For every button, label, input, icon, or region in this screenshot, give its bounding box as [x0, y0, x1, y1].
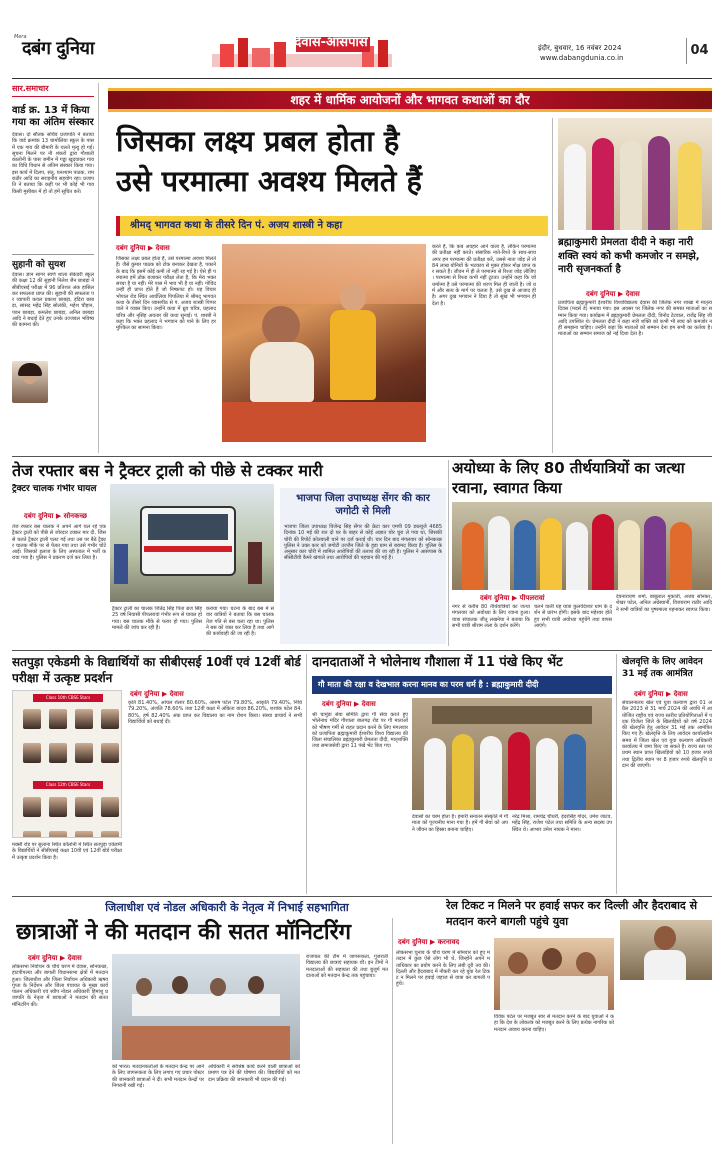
satpuda-text-2: कृति 81.40%, आंचल शेलार 80.60%, आरुष पटेल 79.80%, आकृति 79.40%, निधि 79.20%, अंजलि 78.60% तथा 12वीं कक्षा में अंकिता यादव 86.20%, शशांक पटेल 84.80%, हर्ष 82.40% अंक प्राप्त कर विद्यालय का नाम रोशन किया। संस्था प्राचार्य ने सभी विद्यार्थियों को बधाई दी।: [128, 700, 302, 725]
masthead: [0, 0, 725, 78]
satpuda-headline: सतपुड़ा एकेडमी के विद्यार्थियों का सीबीएसई 10वीं एवं 12वीं बोर्ड परीक्षा में उत्कृष्ट प्रदर्शन: [12, 655, 301, 685]
chhatra-byline: दबंग दुनिया ▶ देवास: [28, 954, 82, 962]
student-thumbnail: [49, 831, 67, 838]
rule-2: [12, 650, 712, 651]
danda-text-2: देवासों का चरम होता है। हमारी सनातन संस्कृति में गौ माता को पूज्यनीय माना गया है। हमें गौ सेवा को अपने जीवन का हिस्सा बनाना चाहिए।: [412, 814, 508, 833]
collage-title-10: Class 10th CBSE Stars: [33, 694, 103, 702]
bus-accident-photo: [110, 484, 274, 602]
student-thumbnail: [23, 743, 41, 763]
bus-headline: तेज रफ्तार बस ने ट्रैक्टर ट्राली को पीछे से टक्कर मारी: [12, 461, 323, 480]
danda-subbar: [312, 676, 612, 694]
rule-1: [12, 456, 712, 457]
bus-text: तेज रफ्तार बस चालक ने अपने आगे चल रहे एक ट्रैक्टर ट्राली को पीछे से जोरदार टक्कर मार दी, जिससे चलते ट्रैक्टर ट्राली पलट गई तथा उस पर बैठे ट्रैक्टर चालक मौके पर से फेंका गया तथा उसे गंभीर चोटें आईं। जिसको इलाज के लिए अस्पताल में भर्ती कराया गया है। पुलिस ने प्रकरण दर्ज कर लिया है।: [12, 524, 106, 562]
khel-headline: खेलवृत्ति के लिए आवेदन 31 मई तक आमंत्रित: [622, 657, 703, 679]
header-rule: [12, 78, 712, 79]
bus-text-2: ट्रैक्टर ट्राली का चालक जितेंद्र सिंह पिता ब्रज सिंह 25 वर्ष निवासी पीपलरावां गंभीर रूप से घायल हो गया। बस चालक मौके से फरार हो गया। पुलिस मामले की जांच कर रही है।: [112, 606, 202, 631]
ayodhya-text-2: चलने वाली यह यात्रा कुलवेदेश्वर धाम के दर्शन से प्रारंभ होगी। इसके बाद महेश्वर होते हुए सभी यात्री अयोध्या पहुंचेंगे तथा वापस आएंगे।: [534, 604, 612, 629]
banner-election: जिलाधीश एवं नोडल अधिकारी के नेतृत्व में निभाई सहभागिता: [105, 901, 349, 914]
sidebar-item2-title: सुहानी को सुयश: [12, 254, 94, 270]
student-thumbnail: [23, 797, 41, 817]
satpuda-byline: दबंग दुनिया ▶ देवास: [130, 690, 184, 698]
date-line: इंदौर, बुधवार, 16 नवंबर 2024: [538, 44, 622, 52]
student-thumbnail: [101, 743, 119, 763]
section-title: देवास-आसपास: [294, 35, 368, 50]
preacher-photo: [222, 244, 426, 442]
danda-byline: दबंग दुनिया ▶ देवास: [322, 700, 376, 708]
student-thumbnail: [49, 709, 67, 729]
bk-women-photo: [558, 118, 712, 230]
lead-col3: करते हैं, कि कब अवहार आने वाला है, लेकिन परमात्मा की प्रतीक्षा नहीं करते। संसारिक नाते-रिश्ते के साथ-साथ अगर हम परमात्मा की प्रतीक्षा करें, उससे नाता जोड़ लें तो 84 लाख योनियों के भटकाव से मुक्त होकर मोक्ष प्राप्त कर सकते हैं। जीवन में ही ले परमात्मा से रिश्ता जोड़ लीजिए। परमात्मा से रिश्ता कभी नहीं टूटता। उन्होंने कहा कि जो धर्मात्मा है उसे परमात्मा की शरण मिल ही जाती है। जो धर्म और सत्य के मार्ग पर चलता है, उसे दुख से आजाद ही है। अगर दुख भगवान ने दिया है तो सुख भी भगवान ही देता है।: [432, 244, 536, 307]
chhatra-text-4: राजपाल की टीम में जागरूकता, गुजराती विद्यालय की छात्राएं सहायक थीं। इन टीमों ने मतदाताओं की सहायता की तथा बुजुर्ग मतदाताओं को मतदान केन्द्र तक पहुंचाया।: [306, 954, 388, 979]
bus-byline: दबंग दुनिया ▶ सोनकच्छ: [24, 512, 87, 520]
student-thumbnail: [101, 709, 119, 729]
danda-headline: दानदाताओं ने भोलेनाथ गौशाला में 11 पंखे किए भेंट: [312, 655, 563, 670]
voter-portrait-photo: [620, 920, 712, 980]
banner-religious: [108, 88, 712, 112]
chhatra-headline: छात्राओं ने की मतदान की सतत मॉनिटरिंग: [16, 920, 351, 945]
bjp-box: [280, 488, 446, 644]
khel-text: संचालनालय खेल एवं युवा कल्याण द्वारा 01 अप्रैल 2023 से 31 मार्च 2024 की अवधि में आयोजित राष्ट्रीय एवं राज्य स्तरीय प्रतियोगिताओं में पदक विजेता जिले के खिलाड़ियों को वर्ष 2024 की खेलवृत्ति हेतु आवेदन 31 मई तक आमंत्रित किए गए हैं। खेलवृत्ति के लिए आवेदन कार्यालयीन समय में जिला खेल एवं युवा कल्याण अधिकारी कार्यालय में जमा किए जा सकते हैं। राज्य स्तर पर प्रथम स्थान प्राप्त खिलाड़ियों को 10 हजार रुपये तथा द्वितीय स्थान पर 8 हजार रुपये खेलवृत्ति प्रदान की जाएगी।: [622, 700, 712, 769]
rail-headline: रेल टिकट न मिलने पर हवाई सफर कर दिल्ली और हैदराबाद से मतदान करने बागली पहुंचे युवा: [446, 899, 698, 928]
brand-prefix: Mera: [14, 34, 27, 40]
lead-byline: दबंग दुनिया ▶ देवास: [116, 244, 170, 252]
bk-headline: ब्रह्माकुमारी प्रेमलता दीदी ने कहा नारी शक्ति स्वयं को कभी कमजोर न समझे, नारी सृजनकर्ता है: [558, 237, 700, 275]
rail-byline: दबंग दुनिया ▶ करनावद: [398, 938, 460, 946]
student-thumbnail: [23, 831, 41, 838]
sidebar-item1-text: देवास। दो सौतक सचिव प्रजापति ने बताया कि वार्ड क्रमांक 13 चामोलिया स्कूल के पास में एक गाय की बीमारी के चलते मृत्यु हो गई। सूचना मिलने पर नौ शंकरों द्वारा गौशाली कालोनी के पास जमीन में गड्ढा खुदवाकर गाय का विधि विधान से अंतिम संस्कार किया गया। इस कार्य में दिलप, संतू, घनश्याम पाठक, राम राठौर आदि का सराहनीय सहयोग रहा। प्रजापति ने बताया कि कहीं पर भी कोई भी गाय किसी मुसीबत में हो तो हमें सूचित करें।: [12, 132, 94, 195]
collage-title-12: Class 12th CBSE Stars: [33, 781, 103, 789]
ayodhya-byline: दबंग दुनिया ▶ पीपलरावां: [480, 594, 545, 602]
banner-religious-text: शहर में धार्मिक आयोजनों और भागवत कथाओं का दौर: [290, 93, 530, 107]
student-thumbnail: [101, 831, 119, 838]
danda-divider: [616, 654, 617, 894]
ayodhya-text-3: देवनारायण शर्मा, बाबूलाल मुकाती, अजय सोनकर, शेखर पटेल, अनिल अग्रेस्थानी, विजयराम राठौर आदि ने सभी यात्रियों का पुष्पमाला पहनाकर स्वागत किया।: [616, 594, 712, 613]
chhatra-divider: [392, 918, 393, 1144]
student-thumbnail: [75, 709, 93, 729]
sidebar-label: सार.समाचार: [12, 83, 94, 97]
danda-text-3: नरेंद्र मिश्रा, रामचंद्र चौधरी, इंदरसिंह गोदर, उमेश जाटव, महेंद्र सिंह, राजेश पटेल तथा समिति के अन्य सदस्य उपस्थित थे। आभार उमेश नायक ने माना।: [512, 814, 612, 833]
newspaper-logo: दबंग दुनिया: [22, 38, 95, 59]
student-thumbnail: [49, 797, 67, 817]
bjp-divider: [448, 460, 449, 646]
lead-headline-2: उसे परमात्मा अवश्य मिलते हैं: [116, 164, 422, 198]
khel-byline: दबंग दुनिया ▶ देवास: [634, 690, 688, 698]
lead-headline-1: जिसका लक्ष्य प्रबल होता है: [116, 124, 400, 158]
sidebar-item1-title: वार्ड क्र. 13 में किया गया का अंतिम संस्कार: [12, 105, 94, 128]
student-thumbnail: [23, 709, 41, 729]
sidebar-divider: [98, 83, 99, 453]
rail-text-2: विवेक पटेल पर मजबूत स्वर से मतदान करने के बाद युवाओं ने कहा कि देश के लोकतंत्र को मजबूत करने के लिए प्रत्येक नागरिक को मतदान अवश्य करना चाहिए।: [494, 1014, 614, 1033]
lead-divider: [552, 118, 553, 453]
bus-text-3: कराया गया। घटना के बाद बस में सवार यात्रियों ने बताया कि बस चालक तेज गति से बस चला रहा था। पुलिस ने बस को जब्त कर लिया है तथा आगे की कार्यवाही की जा रही है।: [206, 606, 274, 638]
pilgrims-photo: [452, 502, 712, 590]
lead-deck: [116, 216, 548, 236]
election-meeting-photo: [112, 954, 300, 1060]
ayodhya-text: नगर से करीब 80 तीर्थयात्रियों का जत्था मंगलवार को अयोध्या के लिए रवाना हुआ। यात्रा संचालक जीतू लखनेचा ने बताया कि सभी यात्री श्रीराम लला के दर्शन करेंगे।: [452, 604, 530, 629]
danda-text: श्री चामुंडा सेवा समिति द्वारा गौ सेवा करते हुए भोलेनाथ मंदिर गौशाला बालगढ़ रोड पर गौ माताओं को भीषण गर्मी से राहत प्रदान करने के लिए मंगलवार को प्रजापिता ब्रह्माकुमारी ईश्वरीय विश्व विद्यालय की जिला संचालिका ब्रह्माकुमारी प्रेमलता दीदी, मातृशक्ति तथा समाजसेवी द्वारा 11 पंखे भेंट किए गए।: [312, 712, 408, 750]
student-thumbnail: [49, 743, 67, 763]
sidebar: [12, 83, 94, 453]
website-url[interactable]: www.dabangdunia.co.in: [540, 54, 624, 62]
bjp-headline: भाजपा जिला उपाध्यक्ष सेंगर की कार जगोटी से मिली: [296, 493, 430, 517]
sidebar-item2-text: देवास। ज्ञान सागर स्वर्ण शाला सेंकंडरी स्कूल की कक्षा 12 की सुहानी निलेश जैन छाबड़ा ने सीबीएसई परीक्षा में 96 प्रतिशत अंक हासिल कर सफलता प्राप्त की। सुहानी की सफलता पर व्यापारी कवल प्रकाश छाबड़ा, इंदिरा छाबड़ा, सांसद महेंद्र सिंह सोलंकी, महेश चौहान, पवन छाबड़ा, कमलेश छाबड़ा, अनिल छाबड़ा आदि ने बधाई देते हुए उनके उज्जवल भविष्य की कामना की।: [12, 272, 94, 329]
lead-col1: जिसका लक्ष्य प्रबल होता है, उसे परमात्मा अवश्य मिलते हैं। जैसे कुमार पाठक को टोक बनाकर देखता है, पकाने के बाद कि इसमें कोई कमी तो नहीं रह गई है। ऐसे ही परमात्मा हमें ठोक बजाकर परीक्षा लेता है, कि मेरा भक्त सच्चा है या नहीं। मेरे पास में भाव भी है या नहीं। गोविंद उन्हीं ही प्राप्त होते हैं जो निष्कपट हो। यह विचार भोपाल रोड स्थित आर्थलिया पिपलिया में श्रीमद् भागवत कथा के तीसरे दिन व्यासपीठ से पं. अजय शास्त्री पिप्पर वाले ने व्यक्त किए। उन्होंने कथा में ध्रुव चरित्र, प्रहलाद चरित्र और नृसिंह अवतार की कथा सुनाई। पं. शास्त्री ने कहा कि भक्त प्रहलाद ने भगवान को पाने के लिए हर मुश्किल का सामना किया।: [116, 256, 216, 332]
bus-subhead: ट्रैक्टर चालक गंभीर घायल: [12, 484, 97, 494]
student-thumbnail: [75, 797, 93, 817]
rail-text: लोकसभा चुनाव के चौथे चरण में सोमवार को हुए मतदान में कुछ ऐसे लोग भी थे, जिन्होंने अपने मताधिकार का प्रयोग करने के लिए लंबी दूरी तय की। दिल्ली और हैदराबाद में नौकरी कर रहे युवा रेल टिकट न मिलने पर हवाई जहाज से यात्रा कर बागली पहुंचे।: [396, 950, 490, 988]
chhatra-text-2: को भारत। मतदानकर्ताओं के मतदान केन्द्र पर आने के लिए जागरूकता के लिए लगाए गए प्रचार पोस्टर की जानकारी छात्राओं ने दी। सभी मतदान केन्द्रों पर निगरानी रखी गई।: [112, 1064, 204, 1089]
gaushala-photo: [412, 698, 612, 810]
lead-deck-text: श्रीमद् भागवत कथा के तीसरे दिन पं. अजय शास्त्री ने कहा: [130, 220, 343, 231]
bk-byline: दबंग दुनिया ▶ देवास: [586, 290, 640, 298]
page-number: 04: [686, 38, 712, 64]
section-banner: [212, 34, 392, 67]
student-portrait: [12, 361, 48, 403]
rule-3: [12, 896, 712, 897]
student-thumbnail: [101, 797, 119, 817]
ayodhya-headline: अयोध्या के लिए 80 तीर्थयात्रियों का जत्था रवाना, स्वागत किया: [452, 459, 685, 497]
student-thumbnail: [75, 743, 93, 763]
student-thumbnail: [75, 831, 93, 838]
satpuda-divider: [306, 654, 307, 894]
voters-selfie-photo: [494, 938, 614, 1010]
satpuda-text: मक्सी रोड पर सुलाना स्थित कॉलोनी में स्थित सतपुड़ा एकेडमी के विद्यार्थियों ने सीबीएसई कक्षा 10वीं एवं 12वीं बोर्ड परीक्षा में उत्कृष्ट प्रदर्शन किया है।: [12, 842, 122, 861]
danda-subhead: गौ माता की रक्षा व देखभाल करना मानव का परम धर्म है : ब्रह्माकुमारी दीदी: [318, 680, 539, 689]
bjp-text: भाजपा जिला उपाध्यक्ष विजेन्द्र सिंह सेंगर की क्रेटा कार एमपी 09 डब्ल्यूजे 4685 दिनांक 10 मई की रात दो घर के बाहर से कोई अज्ञात चोर चुरा ले गया था, जिसकी चोरी की रिपोर्ट कोतवाली थाने पर दर्ज कराई थी। चार दिन बाद मंगलवार को सोनकच्छ पुलिस ने उक्त कार को जगोटी उज्जैन जिले के हुडा ग्राम से बरामद किया है। पुलिस के अनुसार कार चोरी में शामिल आरोपियों की तलाश की जा रही है। पुलिस ने आसपास के सीसीटीवी कैमरे खंगाले तथा आरोपियों की पहचान की गई है।: [284, 524, 442, 562]
bk-text: प्रजापिता ब्रह्माकुमारी ईश्वरीय विश्वविद्यालय देवास की जिलेंक नगर शाखा में मातृत्व दिवस (मदर्स डे) मनाया गया। इस अवसर पर जिलेक नगर की समस्त माताओं का सम्मान किया गया। कार्यक्रम में ब्रह्माकुमारी प्रेमलता दीदी, विनोद टेटवाल, राजेंद्र सिंह जी आदि उपस्थित थे। प्रेमलता दीदी ने कहा नारी शक्ति को कभी भी स्वयं को कमजोर नहीं समझना चाहिए। उन्होंने कहा कि माताओं को सम्मान देना हम सभी का कर्तव्य है। माताओं का सम्मान समाज को नई दिशा देता है।: [558, 300, 712, 338]
toppers-collage: [12, 690, 122, 838]
chhatra-text: लोकसभा निर्वाचन के चौथे चरण में देवास, सोनकच्छ, हाटपीपल्या और बागली विधानसभा क्षेत्रों में मतदान हुआ। जिलाधीश और जिला निर्वाचन अधिकारी ऋषव गुप्ता के निर्देशन और जिला पंचायत के मुख्य कार्यपालन अधिकारी एवं स्वीप नोडल अधिकारी हिमांशु प्रजापति के नेतृत्व में छात्राओं ने मतदान की सतत मॉनिटरिंग की।: [12, 964, 108, 1008]
chhatra-text-3: अधिकारी ने सर्वश्रेष्ठ कार्य करने वाली छात्राओं को प्रमाण पत्र देने की घोषणा की। विद्यार्थियों को मतदान प्रक्रिया की जानकारी भी प्रदान की गई।: [208, 1064, 300, 1083]
